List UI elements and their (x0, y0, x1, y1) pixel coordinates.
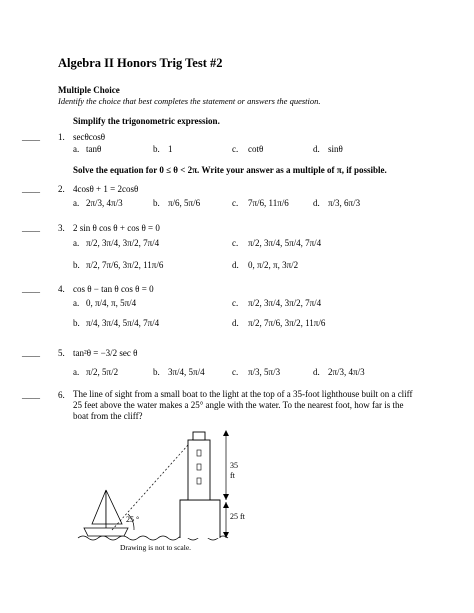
choice-text: π/2, 7π/6, 3π/2, 11π/6 (86, 260, 164, 270)
choice-letter: d. (232, 260, 239, 270)
choice-text: π/3, 6π/3 (328, 198, 361, 208)
choice-letter: a. (73, 198, 80, 208)
choice-letter: d. (313, 144, 320, 154)
answer-blank[interactable]: ____ (22, 348, 40, 358)
label-35: 35 (230, 461, 238, 470)
arrow-up-icon (223, 502, 229, 508)
choice-letter: c. (232, 298, 239, 308)
choice-text: 2π/3, 4π/3 (86, 198, 123, 208)
choice-letter: b. (153, 144, 160, 154)
question-text: cos θ − tan θ cos θ = 0 (73, 284, 154, 294)
question-number: 4. (58, 284, 65, 294)
arrow-down-icon (223, 494, 229, 500)
choice-text: sinθ (328, 144, 343, 154)
arrow-up-icon (223, 430, 229, 436)
cliff (180, 500, 220, 538)
choice-letter: d. (313, 367, 320, 377)
choice-text: π/4, 3π/4, 5π/4, 7π/4 (86, 318, 160, 328)
question-number: 3. (58, 223, 65, 233)
choice-letter: c. (232, 198, 239, 208)
choice-letter: c. (232, 367, 239, 377)
figure-caption: Drawing is not to scale. (120, 543, 192, 552)
answer-blank[interactable]: ____ (22, 132, 40, 142)
choice-letter: b. (153, 367, 160, 377)
page-title: Algebra II Honors Trig Test #2 (58, 56, 223, 70)
choice-letter: b. (153, 198, 160, 208)
simplify-directions: Simplify the trigonometric expression. (73, 116, 220, 126)
question-number: 2. (58, 184, 65, 194)
answer-blank[interactable]: ____ (22, 184, 40, 194)
question-text: 4cosθ + 1 = 2cosθ (73, 184, 139, 194)
boat-hull (84, 528, 128, 536)
answer-blank[interactable]: ____ (22, 390, 40, 400)
question-text: secθcosθ (73, 132, 106, 142)
choice-text: π/2, 3π/4, 3π/2, 7π/4 (86, 238, 160, 248)
label-35-unit: ft (230, 471, 235, 480)
choice-text: π/3, 5π/3 (248, 367, 281, 377)
choice-text: cotθ (248, 144, 264, 154)
boat-sail-right (106, 490, 122, 524)
question-number: 1. (58, 132, 65, 142)
choice-letter: c. (232, 144, 239, 154)
instructions: Identify the choice that best completes the statement or answers the question. (58, 96, 321, 106)
question-number: 6. (58, 390, 65, 400)
question-text: The line of sight from a small boat to the light at the top of a 35-foot lighthouse built on a cliff 25 feet above the water makes a 25° angle with the water. To the nearest foot, how far is the boat from the cliff? (73, 389, 413, 421)
choice-text: 2π/3, 4π/3 (328, 367, 365, 377)
choice-text: π/2, 7π/6, 3π/2, 11π/6 (248, 318, 326, 328)
choice-text: 0, π/4, π, 5π/4 (86, 298, 137, 308)
answer-blank[interactable]: ____ (22, 284, 40, 294)
angle-label: 25 ° (126, 515, 140, 524)
choice-text: tanθ (86, 144, 102, 154)
choice-text: 1 (168, 144, 173, 154)
choice-letter: c. (232, 238, 239, 248)
label-25: 25 ft (230, 512, 245, 521)
choice-text: π/2, 3π/4, 3π/2, 7π/4 (248, 298, 322, 308)
solve-directions: Solve the equation for 0 ≤ θ < 2π. Write your answer as a multiple of π, if possible. (73, 165, 387, 175)
lighthouse-lamp (193, 432, 205, 440)
choice-letter: b. (73, 260, 80, 270)
boat-sail-left (92, 490, 106, 524)
choice-letter: a. (73, 298, 80, 308)
answer-blank[interactable]: ____ (22, 223, 40, 233)
choice-text: π/2, 5π/2 (86, 367, 119, 377)
choice-text: π/6, 5π/6 (168, 198, 201, 208)
choice-letter: a. (73, 238, 80, 248)
section-label: Multiple Choice (58, 85, 120, 95)
question-number: 5. (58, 348, 65, 358)
choice-text: π/2, 3π/4, 5π/4, 7π/4 (248, 238, 322, 248)
choice-letter: a. (73, 144, 80, 154)
choice-letter: a. (73, 367, 80, 377)
question-text: 2 sin θ cos θ + cos θ = 0 (73, 223, 160, 233)
arrow-down-icon (223, 532, 229, 538)
choice-text: 0, π/2, π, 3π/2 (248, 260, 299, 270)
choice-text: 3π/4, 5π/4 (168, 367, 205, 377)
choice-text: 7π/6, 11π/6 (248, 198, 289, 208)
choice-letter: d. (232, 318, 239, 328)
choice-letter: d. (313, 198, 320, 208)
choice-letter: b. (73, 318, 80, 328)
question-text: tan²θ = −3/2 sec θ (73, 348, 138, 358)
